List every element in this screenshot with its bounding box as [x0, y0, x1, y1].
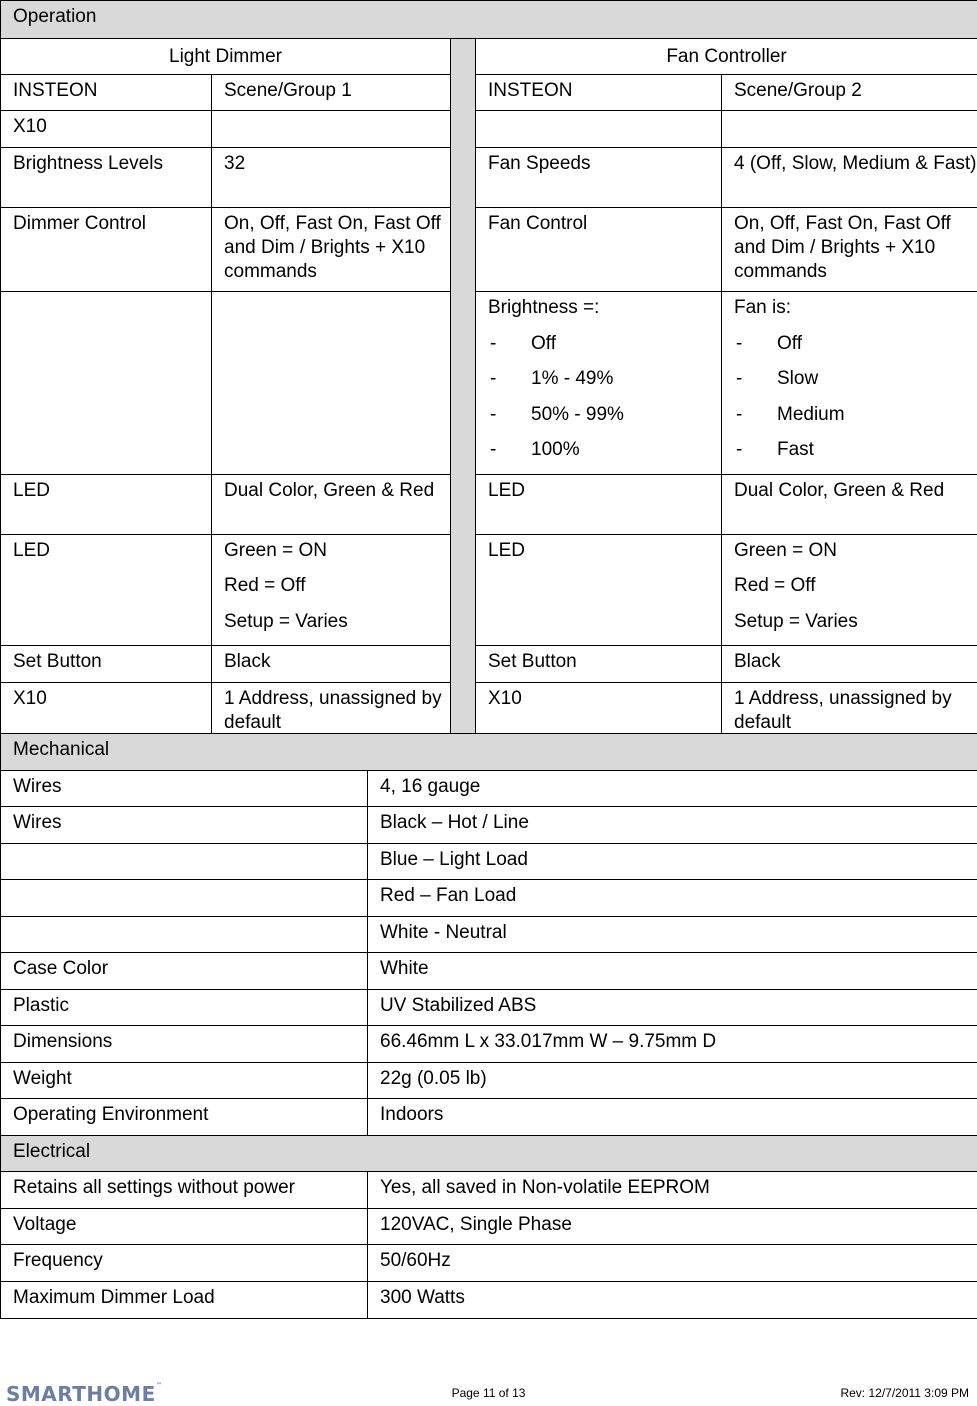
- list-dash: -: [488, 367, 531, 391]
- dimmer-led-label: LED: [1, 474, 212, 534]
- list-item: - Medium: [734, 403, 977, 439]
- list-dash: -: [734, 367, 777, 391]
- fan-control-label: Fan Control: [476, 208, 722, 292]
- list-dash: -: [734, 438, 777, 462]
- dimmer-insteon-value: Scene/Group 1: [212, 75, 451, 111]
- specs-table: [0, 733, 977, 1319]
- spec-value: 66.46mm L x 33.017mm W – 9.75mm D: [368, 1026, 977, 1063]
- empty-cell: [212, 292, 451, 475]
- empty-cell: [476, 111, 722, 148]
- fan-status-cell: [722, 292, 977, 475]
- dimmer-set-button-label: Set Button: [1, 646, 212, 683]
- led-status-item: Green = ON: [224, 539, 450, 575]
- fan-x10-address-value: 1 Address, unassigned by default: [722, 683, 977, 743]
- fan-insteon-value: Scene/Group 2: [722, 75, 977, 111]
- brightness-levels-label: Brightness Levels: [1, 148, 212, 208]
- page-number: Page 11 of 13: [0, 1386, 977, 1400]
- led-status-item: Green = ON: [734, 539, 977, 575]
- dimmer-control-label: Dimmer Control: [1, 208, 212, 292]
- list-dash: -: [734, 403, 777, 427]
- spec-value: 300 Watts: [368, 1282, 977, 1319]
- fan-led-label: LED: [476, 474, 722, 534]
- led-status-item: Setup = Varies: [734, 610, 977, 646]
- dimmer-x10-label: X10: [1, 111, 212, 148]
- fan-led-status-label: LED: [476, 534, 722, 646]
- dimmer-insteon-label: INSTEON: [1, 75, 212, 111]
- spec-value: 22g (0.05 lb): [368, 1063, 977, 1099]
- fan-speeds-label: Fan Speeds: [476, 148, 722, 208]
- list-dash: -: [488, 332, 531, 356]
- revision-date: Rev: 12/7/2011 3:09 PM: [840, 1386, 969, 1400]
- empty-cell: [212, 111, 451, 148]
- list-item: - Slow: [734, 367, 977, 403]
- led-status-item: Red = Off: [734, 574, 977, 610]
- fan-insteon-label: INSTEON: [476, 75, 722, 111]
- fan-set-button-value: Black: [722, 646, 977, 683]
- spec-label: Wires: [1, 807, 368, 844]
- brightness-header: Brightness =:: [488, 296, 721, 332]
- spec-value: Red – Fan Load: [368, 880, 977, 917]
- light-dimmer-title: Light Dimmer: [1, 39, 451, 75]
- dimmer-led-status-label: LED: [1, 534, 212, 646]
- spec-value: 50/60Hz: [368, 1245, 977, 1282]
- spec-label: Retains all settings without power: [1, 1172, 368, 1209]
- trademark-mark: ™: [156, 1382, 163, 1389]
- spec-label: Maximum Dimmer Load: [1, 1282, 368, 1319]
- spec-value: Yes, all saved in Non-volatile EEPROM: [368, 1172, 977, 1209]
- spec-label: Case Color: [1, 953, 368, 990]
- spec-value: 4, 16 gauge: [368, 771, 977, 807]
- fan-header: Fan is:: [734, 296, 977, 332]
- spec-label: [1, 917, 368, 953]
- brightness-status-cell: [476, 292, 722, 475]
- spec-label: Frequency: [1, 1245, 368, 1282]
- spec-label: [1, 880, 368, 917]
- spec-value: White: [368, 953, 977, 990]
- list-dash: -: [488, 438, 531, 462]
- dimmer-set-button-value: Black: [212, 646, 451, 683]
- spec-value: 120VAC, Single Phase: [368, 1209, 977, 1245]
- section-title-mechanical: Mechanical: [1, 734, 977, 771]
- list-item: - 100%: [488, 438, 721, 474]
- column-separator: [451, 39, 476, 743]
- list-item: - 1% - 49%: [488, 367, 721, 403]
- dimmer-x10-address-label: X10: [1, 683, 212, 743]
- led-status-item: Setup = Varies: [224, 610, 450, 646]
- fan-controller-title: Fan Controller: [476, 39, 977, 75]
- empty-cell: [722, 111, 977, 148]
- spec-value: Black – Hot / Line: [368, 807, 977, 844]
- fan-x10-address-label: X10: [476, 683, 722, 743]
- list-item: - Off: [734, 332, 977, 368]
- list-item: - 50% - 99%: [488, 403, 721, 439]
- dimmer-led-status: [212, 534, 451, 646]
- spec-value: Blue – Light Load: [368, 844, 977, 880]
- dimmer-led-value: Dual Color, Green & Red: [212, 474, 451, 534]
- fan-led-value: Dual Color, Green & Red: [722, 474, 977, 534]
- spec-label: Wires: [1, 771, 368, 807]
- list-item: - Off: [488, 332, 721, 368]
- list-dash: -: [734, 332, 777, 356]
- spec-label: Weight: [1, 1063, 368, 1099]
- spec-label: Voltage: [1, 1209, 368, 1245]
- spec-label: [1, 844, 368, 880]
- list-item: - Fast: [734, 438, 977, 474]
- fan-set-button-label: Set Button: [476, 646, 722, 683]
- smarthome-logo: SMARTHOME™: [6, 1382, 162, 1406]
- spec-value: UV Stabilized ABS: [368, 990, 977, 1026]
- spec-value: Indoors: [368, 1099, 977, 1136]
- brightness-levels-value: 32: [212, 148, 451, 208]
- dimmer-control-value: On, Off, Fast On, Fast Off and Dim / Brights + X10 commands: [212, 208, 451, 292]
- spec-value: White - Neutral: [368, 917, 977, 953]
- list-dash: -: [488, 403, 531, 427]
- section-title-operation: Operation: [1, 1, 977, 39]
- led-status-item: Red = Off: [224, 574, 450, 610]
- fan-led-status: [722, 534, 977, 646]
- fan-speeds-value: 4 (Off, Slow, Medium & Fast): [722, 148, 977, 208]
- fan-control-value: On, Off, Fast On, Fast Off and Dim / Brights + X10 commands: [722, 208, 977, 292]
- spec-label: Operating Environment: [1, 1099, 368, 1136]
- page-footer: [0, 1380, 977, 1405]
- dimmer-x10-address-value: 1 Address, unassigned by default: [212, 683, 451, 743]
- spec-label: Plastic: [1, 990, 368, 1026]
- empty-cell: [1, 292, 212, 475]
- spec-label: Dimensions: [1, 1026, 368, 1063]
- section-title-electrical: Electrical: [1, 1136, 977, 1172]
